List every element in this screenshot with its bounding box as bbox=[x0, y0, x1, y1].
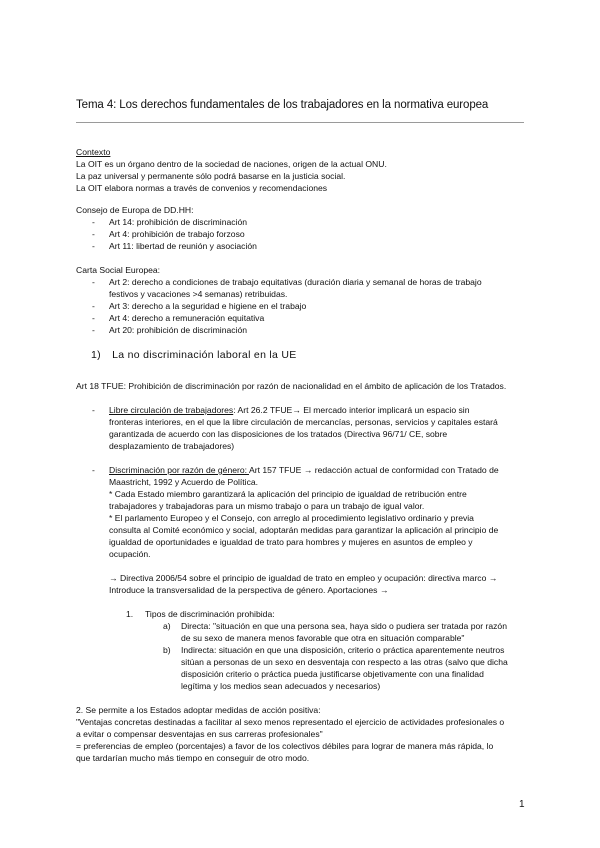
directiva-line: Introduce la transversalidad de la perspectiva de género. Aportaciones → bbox=[109, 585, 389, 595]
title-divider bbox=[76, 122, 524, 123]
genero-label: Discriminación por razón de género: bbox=[109, 465, 249, 475]
libre-line: desplazamiento de trabajadores) bbox=[109, 441, 235, 451]
bullet-dash: - bbox=[92, 325, 95, 335]
tipos-b-line: disposición criterio o práctica pueda justificarse objetivamente con una finalidad bbox=[181, 669, 484, 679]
carta-heading: Carta Social Europea: bbox=[76, 265, 161, 275]
directiva-line: → Directiva 2006/54 sobre el principio de igualdad de trato en empleo y ocupación: directiva marco → bbox=[109, 573, 498, 583]
section-2-line: "Ventajas concretas destinadas a facilitar al sexo menos representado el ejercicio de actividades profesionales o bbox=[76, 717, 505, 727]
document-title: Tema 4: Los derechos fundamentales de los trabajadores en la normativa europea bbox=[76, 99, 489, 111]
consejo-item: Art 14: prohibición de discriminación bbox=[109, 217, 248, 227]
section-1-heading bbox=[91, 349, 297, 361]
section-2-line: 2. Se permite a los Estados adoptar medidas de acción positiva: bbox=[76, 705, 321, 715]
carta-item-cont: festivos y vacaciones >4 semanas) retribuidas. bbox=[109, 289, 288, 299]
bullet-dash: - bbox=[92, 465, 95, 475]
genero-line: ocupación. bbox=[109, 549, 151, 559]
consejo-item: Art 11: libertad de reunión y asociación bbox=[109, 241, 257, 251]
tipos-a-marker: a) bbox=[163, 621, 171, 631]
consejo-item: Art 4: prohibición de trabajo forzoso bbox=[109, 229, 245, 239]
libre-line: garantizada de acuerdo con las disposiciones de los tratados (Directiva 96/71/ CE, sobre bbox=[109, 429, 448, 439]
consejo-heading: Consejo de Europa de DD.HH: bbox=[76, 205, 194, 215]
genero-line-rest: Art 157 TFUE → redacción actual de conformidad con Tratado de bbox=[248, 465, 499, 475]
libre-line: fronteras interiores, en el que la libre circulación de mercancías, personas, servicios y capitales estará bbox=[109, 417, 498, 427]
section-2-line: que tardarían mucho más tiempo en conseguir de otro modo. bbox=[76, 753, 310, 763]
genero-line: igualdad de oportunidades e igualdad de trato para hombres y mujeres en asuntos de empleo y bbox=[109, 537, 473, 547]
libre-line bbox=[109, 404, 469, 416]
art18-text: Art 18 TFUE: Prohibición de discriminación por razón de nacionalidad en el ámbito de aplicación de los Tratados. bbox=[76, 381, 507, 391]
bullet-dash: - bbox=[92, 277, 95, 287]
bullet-dash: - bbox=[92, 313, 95, 323]
contexto-line: La paz universal y permanente sólo podrá basarse en la justicia social. bbox=[76, 171, 346, 181]
bullet-dash: - bbox=[92, 301, 95, 311]
genero-line: trabajadores y trabajadoras para un mismo trabajo o para un trabajo de igual valor. bbox=[109, 501, 425, 511]
tipos-number: 1. bbox=[126, 609, 134, 619]
tipos-b-marker: b) bbox=[163, 645, 171, 655]
bullet-dash: - bbox=[92, 229, 95, 239]
section-1-title: La no discriminación laboral en la UE bbox=[112, 349, 297, 361]
section-2-line: = preferencias de empleo (porcentajes) a favor de los colectivos débiles para lograr de manera más rápida, lo bbox=[76, 741, 494, 751]
contexto-line: La OIT es un órgano dentro de la sociedad de naciones, origen de la actual ONU. bbox=[76, 159, 387, 169]
contexto-line: La OIT elabora normas a través de convenios y recomendaciones bbox=[76, 183, 328, 193]
tipos-a-line: de su sexo de manera menos favorable que otra en situación comparable" bbox=[181, 633, 465, 643]
tipos-heading: Tipos de discriminación prohibida: bbox=[145, 609, 275, 619]
carta-item: Art 20: prohibición de discriminación bbox=[109, 325, 248, 335]
tipos-a-line: Directa: "situación en que una persona sea, haya sido o pudiera ser tratada por razón bbox=[181, 621, 507, 631]
genero-line: * Cada Estado miembro garantizará la aplicación del principio de igualdad de retribución entre bbox=[109, 489, 467, 499]
bullet-dash: - bbox=[92, 405, 95, 415]
tipos-b-line: legítima y los medios sean adecuados y necesarios) bbox=[181, 681, 381, 691]
section-2-line: a evitar o compensar desventajas en sus carreras profesionales" bbox=[76, 729, 323, 739]
genero-line: consulta al Comité económico y social, adoptarán medidas para garantizar la aplicación al principio de bbox=[109, 525, 499, 535]
tipos-b-line: Indirecta: situación en que una disposición, criterio o práctica aparentemente neutros bbox=[181, 645, 505, 655]
genero-line: Maastricht, 1992 y Acuerdo de Política. bbox=[109, 477, 259, 487]
tipos-b-line: sitúan a personas de un sexo en desventaja con respecto a las otras (salvo que dicha bbox=[181, 657, 508, 667]
bullet-dash: - bbox=[92, 241, 95, 251]
carta-item: Art 3: derecho a la seguridad e higiene en el trabajo bbox=[109, 301, 307, 311]
libre-line-rest: : Art 26.2 TFUE→ El mercado interior implicará un espacio sin bbox=[233, 405, 470, 415]
carta-item: Art 4: derecho a remuneración equitativa bbox=[109, 313, 265, 323]
section-1-number: 1) bbox=[91, 349, 101, 361]
contexto-heading: Contexto bbox=[76, 147, 111, 157]
page-number: 1 bbox=[519, 799, 525, 810]
libre-label: Libre circulación de trabajadores bbox=[109, 405, 234, 415]
bullet-dash: - bbox=[92, 217, 95, 227]
carta-item: Art 2: derecho a condiciones de trabajo equitativas (duración diaria y semanal de horas de trabajo bbox=[109, 277, 482, 287]
genero-line bbox=[109, 464, 499, 476]
genero-line: * El parlamento Europeo y el Consejo, con arreglo al procedimiento legislativo ordinario y previa bbox=[109, 513, 474, 523]
